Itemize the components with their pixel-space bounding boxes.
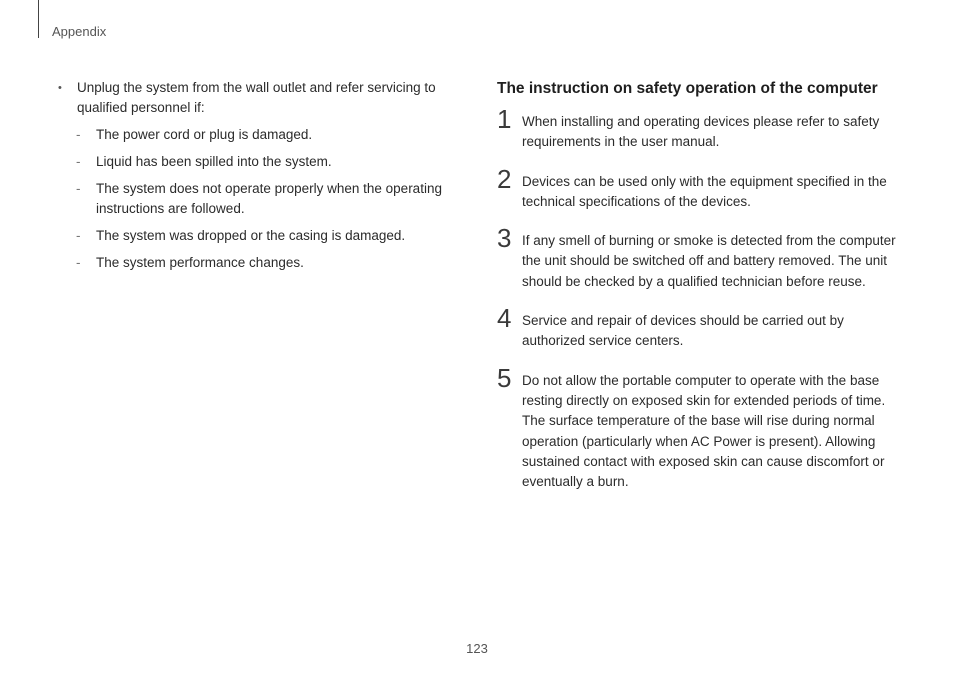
bullet-icon: •	[58, 82, 62, 94]
sub-item	[58, 179, 458, 219]
bullet-item	[58, 78, 458, 118]
step-text: When installing and operating devices please refer to safety requirements in the user manual.	[522, 114, 880, 150]
step-text: Service and repair of devices should be carried out by authorized service centers.	[522, 313, 844, 349]
step-number: 3	[497, 223, 512, 254]
step-1	[497, 104, 907, 153]
step-5	[497, 362, 907, 493]
step-number: 2	[497, 163, 512, 194]
step-text: Devices can be used only with the equipment specified in the technical specifications of the devices.	[522, 173, 887, 209]
sub-item-text: The system performance changes.	[96, 255, 304, 270]
dash-icon: -	[76, 255, 81, 270]
dash-icon: -	[76, 228, 81, 243]
dash-icon: -	[76, 154, 81, 169]
step-number: 1	[497, 104, 512, 134]
step-text: If any smell of burning or smoke is detected from the computer the unit should be switched off and battery removed. The unit should be checked by a qualified technician before reuse.	[522, 233, 896, 289]
step-number: 5	[497, 362, 512, 393]
section-heading: The instruction on safety operation of the computer	[497, 80, 878, 97]
step-number: 4	[497, 303, 512, 334]
step-text: Do not allow the portable computer to operate with the base resting directly on exposed skin for extended periods of time. The surface temperature of the base will rise during normal operation (particularly when AC Power is present). Allowing sustained contact with exposed skin can cause discomfort or eventually a burn.	[522, 372, 886, 490]
sub-item-text: Liquid has been spilled into the system.	[96, 154, 332, 169]
sub-item	[58, 152, 458, 172]
step-3	[497, 223, 907, 292]
left-column	[58, 78, 458, 280]
header-edge-line	[38, 0, 39, 38]
right-column	[497, 78, 907, 511]
sub-list	[58, 125, 458, 273]
sub-item-text: The power cord or plug is damaged.	[96, 127, 313, 142]
sub-item	[58, 125, 458, 145]
section-label: Appendix	[52, 24, 107, 39]
step-2	[497, 163, 907, 213]
page-number: 123	[466, 641, 488, 656]
dash-icon: -	[76, 181, 81, 196]
sub-item-text: The system does not operate properly when the operating instructions are followed.	[96, 181, 442, 216]
sub-item	[58, 226, 458, 246]
sub-item-text: The system was dropped or the casing is damaged.	[96, 228, 406, 243]
step-4	[497, 303, 907, 352]
dash-icon: -	[76, 127, 81, 142]
sub-item	[58, 253, 458, 273]
bullet-text: Unplug the system from the wall outlet and refer servicing to qualified personnel if:	[77, 80, 436, 115]
